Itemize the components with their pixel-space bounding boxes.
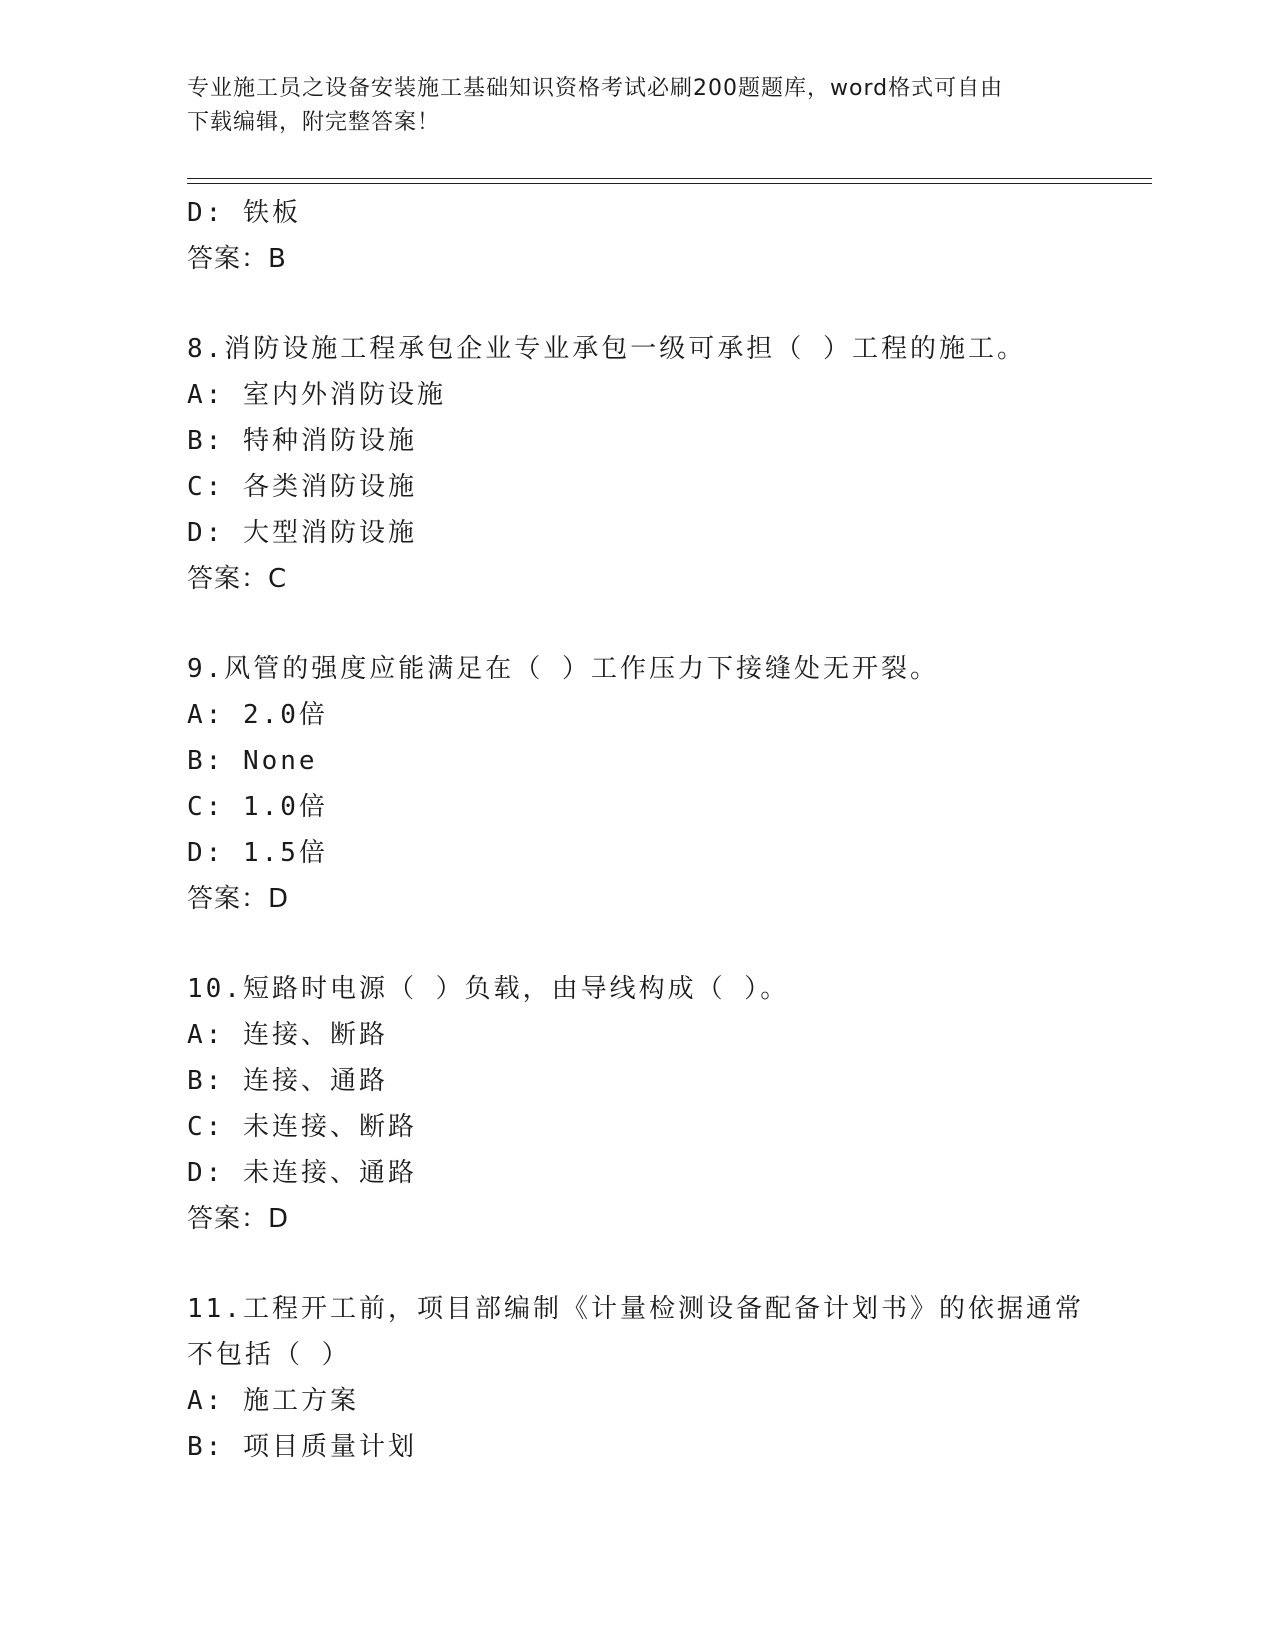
option-a: A: 连接、断路 xyxy=(187,1020,388,1050)
option-d: D: 未连接、通路 xyxy=(187,1158,417,1188)
header-divider-bottom xyxy=(187,183,1152,184)
option-a: A: 2.0倍 xyxy=(187,700,328,730)
option-c: C: 1.0倍 xyxy=(187,792,328,822)
option-a: A: 施工方案 xyxy=(187,1386,359,1416)
option-d: D: 铁板 xyxy=(187,198,301,228)
question-stem: 8.消防设施工程承包企业专业承包一级可承担（ ）工程的施工。 xyxy=(187,334,1026,364)
option-d: D: 1.5倍 xyxy=(187,838,328,868)
answer: 答案：C xyxy=(187,564,288,594)
option-b: B: None xyxy=(187,746,318,776)
option-b: B: 特种消防设施 xyxy=(187,426,417,456)
question-10 xyxy=(187,966,1152,1242)
header-divider-top xyxy=(187,178,1152,179)
previous-question-tail xyxy=(187,190,1152,282)
question-list xyxy=(187,190,1152,1470)
option-b: B: 连接、通路 xyxy=(187,1066,388,1096)
question-stem: 10.短路时电源（ ）负载，由导线构成（ ）。 xyxy=(187,974,790,1004)
question-stem-line-1: 11.工程开工前，项目部编制《计量检测设备配备计划书》的依据通常 xyxy=(187,1294,1084,1324)
question-11 xyxy=(187,1286,1152,1470)
header-line-1: 专业施工员之设备安装施工基础知识资格考试必刷200题题库，word格式可自由 xyxy=(187,76,1004,101)
option-b: B: 项目质量计划 xyxy=(187,1432,417,1462)
option-a: A: 室内外消防设施 xyxy=(187,380,446,410)
question-stem-line-2: 不包括（ ） xyxy=(187,1340,351,1370)
document-header xyxy=(187,72,1067,140)
option-d: D: 大型消防设施 xyxy=(187,518,417,548)
question-8 xyxy=(187,326,1152,602)
question-9 xyxy=(187,646,1152,922)
header-line-2: 下载编辑，附完整答案！ xyxy=(187,110,441,135)
answer: 答案：D xyxy=(187,1204,290,1234)
question-stem: 9.风管的强度应能满足在（ ）工作压力下接缝处无开裂。 xyxy=(187,654,939,684)
answer: 答案：D xyxy=(187,884,290,914)
option-c: C: 未连接、断路 xyxy=(187,1112,417,1142)
option-c: C: 各类消防设施 xyxy=(187,472,417,502)
answer: 答案：B xyxy=(187,244,287,274)
